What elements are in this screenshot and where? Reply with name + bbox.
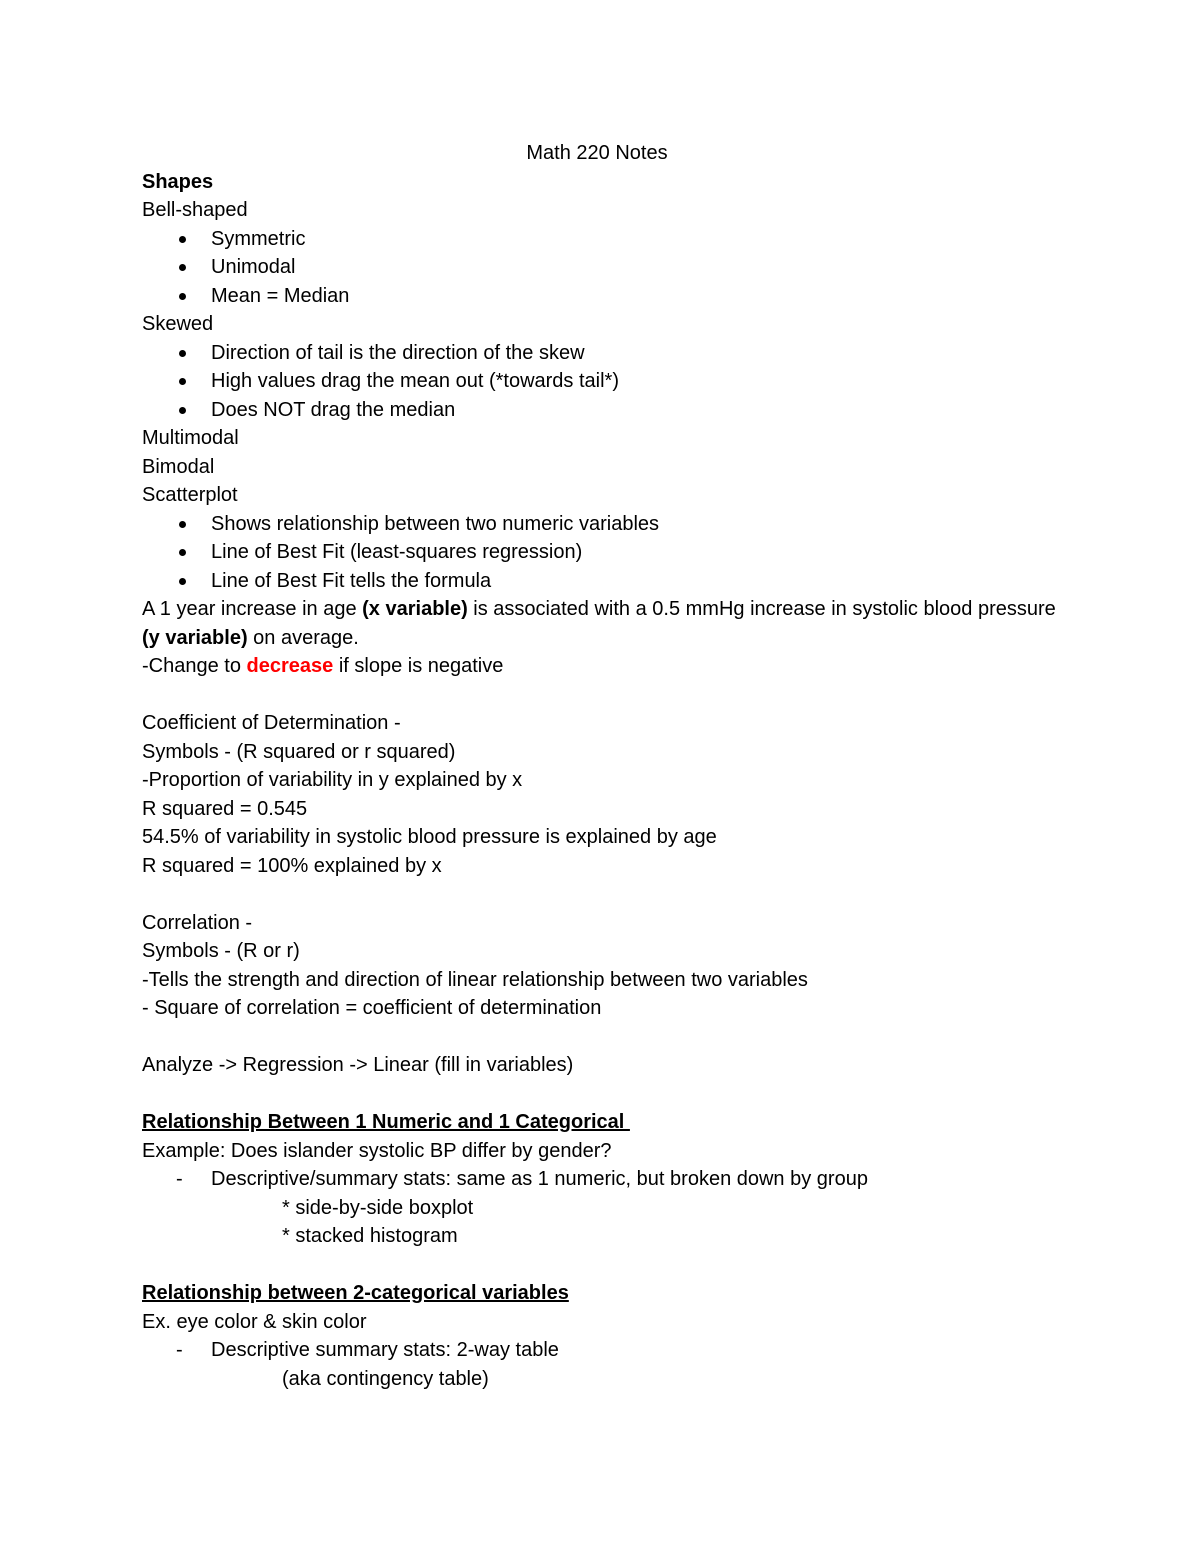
decrease-highlight: decrease	[246, 655, 334, 677]
list-item: - Descriptive/summary stats: same as 1 numeric, but broken down by group	[142, 1165, 1062, 1194]
negative-slope-note: -Change to decrease if slope is negative	[142, 655, 504, 677]
cod-line: R squared = 0.545	[142, 797, 308, 820]
num-cat-heading: Relationship Between 1 Numeric and 1 Categorical	[142, 1111, 630, 1133]
list-item: Line of Best Fit tells the formula	[142, 567, 1062, 596]
correlation-line: - Square of correlation = coefficient of determination	[142, 997, 602, 1019]
two-cat-example: Ex. eye color & skin color	[142, 1310, 367, 1333]
document-page	[142, 139, 1062, 1393]
sub-item: (aka contingency table)	[282, 1367, 489, 1390]
correlation-line: -Tells the strength and direction of linear relationship between two variables	[142, 968, 808, 991]
sub-item: * side-by-side boxplot	[282, 1196, 474, 1219]
spacer	[142, 1251, 1062, 1280]
bell-shaped-label: Bell-shaped	[142, 199, 248, 221]
cod-line: Symbols - (R squared or r squared)	[142, 740, 456, 763]
correlation-line: Symbols - (R or r)	[142, 940, 300, 962]
bimodal-label: Bimodal	[142, 455, 215, 478]
y-variable-label: (y variable)	[142, 626, 248, 649]
correlation-line: Correlation -	[142, 911, 253, 934]
bullet-icon	[179, 350, 186, 357]
shapes-heading: Shapes	[142, 170, 214, 193]
spacer	[142, 681, 1062, 710]
x-variable-label: (x variable)	[362, 598, 468, 620]
list-item: High values drag the mean out (*towards tail*)	[142, 367, 1062, 396]
spacer	[142, 1080, 1062, 1109]
two-cat-heading: Relationship between 2-categorical variables	[142, 1282, 569, 1304]
sub-item: * stacked histogram	[282, 1225, 458, 1247]
list-item: Direction of tail is the direction of the skew	[142, 339, 1062, 368]
spss-path: Analyze -> Regression -> Linear (fill in variables)	[142, 1054, 574, 1076]
bullet-icon	[179, 378, 186, 385]
list-item: Shows relationship between two numeric variables	[142, 510, 1062, 539]
multimodal-label: Multimodal	[142, 427, 239, 449]
document-title: Math 220 Notes	[526, 142, 668, 164]
list-item: Symmetric	[142, 225, 1062, 254]
list-item: Unimodal	[142, 253, 1062, 282]
dash-marker: -	[176, 1339, 183, 1361]
bullet-icon	[179, 407, 186, 414]
list-item: - Descriptive summary stats: 2-way table	[142, 1336, 1062, 1365]
bullet-icon	[179, 578, 186, 585]
scatterplot-label: Scatterplot	[142, 484, 238, 506]
spacer	[142, 880, 1062, 909]
bullet-icon	[179, 236, 186, 243]
cod-line: R squared = 100% explained by x	[142, 854, 442, 877]
list-item: Mean = Median	[142, 282, 1062, 311]
num-cat-example: Example: Does islander systolic BP differ by gender?	[142, 1139, 612, 1162]
interpretation-paragraph: A 1 year increase in age (x variable) is associated with a 0.5 mmHg increase in systolic blood pressure (y variable) on average.	[142, 598, 1056, 649]
cod-line: Coefficient of Determination -	[142, 712, 401, 734]
cod-line: -Proportion of variability in y explained by x	[142, 769, 523, 791]
spacer	[142, 1023, 1062, 1052]
dash-marker: -	[176, 1168, 183, 1190]
bullet-icon	[179, 521, 186, 528]
skewed-label: Skewed	[142, 313, 214, 335]
list-item: Line of Best Fit (least-squares regression)	[142, 538, 1062, 567]
bullet-icon	[179, 264, 186, 271]
list-item: Does NOT drag the median	[142, 396, 1062, 425]
bullet-icon	[179, 549, 186, 556]
bullet-icon	[179, 293, 186, 300]
cod-line: 54.5% of variability in systolic blood pressure is explained by age	[142, 826, 717, 848]
